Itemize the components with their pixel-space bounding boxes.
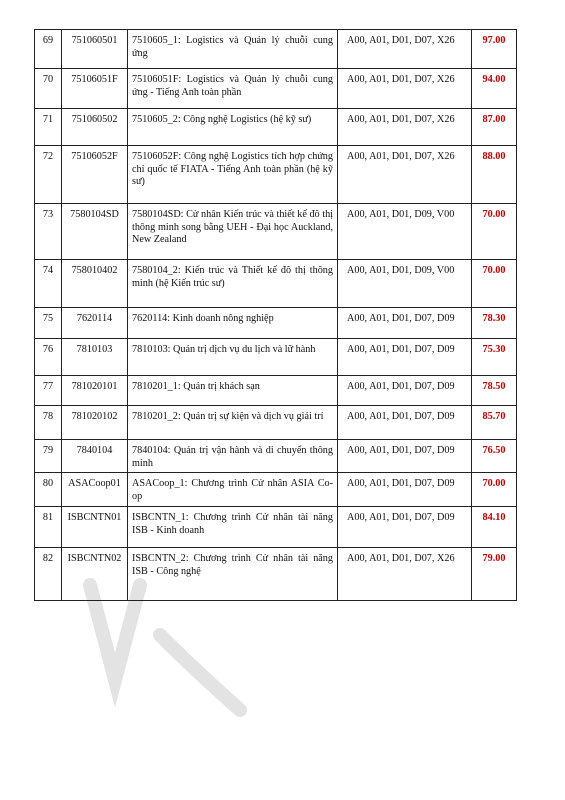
row-index: 80 — [35, 473, 62, 507]
cutoff-score: 76.50 — [472, 440, 517, 473]
table-row — [35, 109, 517, 146]
row-index: 74 — [35, 260, 62, 308]
program-code: 7580104SD — [62, 204, 128, 260]
program-name: 7580104SD: Cử nhân Kiến trúc và thiết kế đô thị thông minh song bằng UEH - Đại học Auckland, New Zealand — [128, 204, 338, 260]
table-row — [35, 146, 517, 204]
table-row — [35, 440, 517, 473]
row-index: 79 — [35, 440, 62, 473]
row-index: 82 — [35, 548, 62, 601]
program-name: 7840104: Quản trị vận hành và di chuyển thông minh — [128, 440, 338, 473]
program-name: 7580104_2: Kiến trúc và Thiết kế đô thị thông minh (hệ Kiến trúc sư) — [128, 260, 338, 308]
cutoff-score: 97.00 — [472, 30, 517, 69]
subject-combinations: A00, A01, D01, D07, D09 — [338, 507, 472, 548]
table-row — [35, 406, 517, 440]
table-body — [35, 30, 517, 601]
cutoff-score: 84.10 — [472, 507, 517, 548]
cutoff-score: 70.00 — [472, 204, 517, 260]
row-index: 77 — [35, 376, 62, 406]
program-code: 75106052F — [62, 146, 128, 204]
program-name: 7810201_1: Quản trị khách sạn — [128, 376, 338, 406]
subject-combinations: A00, A01, D01, D07, D09 — [338, 308, 472, 339]
program-code: 751060502 — [62, 109, 128, 146]
row-index: 69 — [35, 30, 62, 69]
program-code: 75106051F — [62, 69, 128, 109]
program-name: ISBCNTN_2: Chương trình Cử nhân tài năng ISB - Công nghệ — [128, 548, 338, 601]
subject-combinations: A00, A01, D01, D07, D09 — [338, 339, 472, 376]
row-index: 70 — [35, 69, 62, 109]
table-row — [35, 376, 517, 406]
admission-scores-table — [34, 29, 517, 601]
subject-combinations: A00, A01, D01, D07, X26 — [338, 548, 472, 601]
program-name: 7620114: Kinh doanh nông nghiệp — [128, 308, 338, 339]
program-code: 751060501 — [62, 30, 128, 69]
subject-combinations: A00, A01, D01, D09, V00 — [338, 260, 472, 308]
table-row — [35, 30, 517, 69]
cutoff-score: 88.00 — [472, 146, 517, 204]
program-code: ISBCNTN01 — [62, 507, 128, 548]
row-index: 76 — [35, 339, 62, 376]
cutoff-score: 87.00 — [472, 109, 517, 146]
program-name: ASACoop_1: Chương trình Cử nhân ASIA Co-op — [128, 473, 338, 507]
table-row — [35, 548, 517, 601]
program-name: 75106051F: Logistics và Quản lý chuỗi cung ứng - Tiếng Anh toàn phần — [128, 69, 338, 109]
cutoff-score: 85.70 — [472, 406, 517, 440]
program-code: 7620114 — [62, 308, 128, 339]
cutoff-score: 79.00 — [472, 548, 517, 601]
program-name: 7510605_1: Logistics và Quản lý chuỗi cung ứng — [128, 30, 338, 69]
program-code: 7840104 — [62, 440, 128, 473]
table-row — [35, 339, 517, 376]
cutoff-score: 94.00 — [472, 69, 517, 109]
cutoff-score: 70.00 — [472, 473, 517, 507]
subject-combinations: A00, A01, D01, D07, D09 — [338, 376, 472, 406]
row-index: 72 — [35, 146, 62, 204]
program-code: 7810103 — [62, 339, 128, 376]
program-code: ASACoop01 — [62, 473, 128, 507]
row-index: 81 — [35, 507, 62, 548]
program-code: 781020102 — [62, 406, 128, 440]
cutoff-score: 75.30 — [472, 339, 517, 376]
program-name: 7810103: Quản trị dịch vụ du lịch và lữ hành — [128, 339, 338, 376]
program-code: 781020101 — [62, 376, 128, 406]
row-index: 75 — [35, 308, 62, 339]
program-name: 75106052F: Công nghệ Logistics tích hợp chứng chỉ quốc tế FIATA - Tiếng Anh toàn phần (hệ kỹ sư) — [128, 146, 338, 204]
subject-combinations: A00, A01, D01, D07, D09 — [338, 440, 472, 473]
program-name: ISBCNTN_1: Chương trình Cử nhân tài năng ISB - Kinh doanh — [128, 507, 338, 548]
table-row — [35, 473, 517, 507]
subject-combinations: A00, A01, D01, D07, D09 — [338, 406, 472, 440]
cutoff-score: 78.50 — [472, 376, 517, 406]
row-index: 73 — [35, 204, 62, 260]
subject-combinations: A00, A01, D01, D07, X26 — [338, 69, 472, 109]
subject-combinations: A00, A01, D01, D07, D09 — [338, 473, 472, 507]
subject-combinations: A00, A01, D01, D07, X26 — [338, 30, 472, 69]
row-index: 78 — [35, 406, 62, 440]
table-row — [35, 507, 517, 548]
cutoff-score: 70.00 — [472, 260, 517, 308]
subject-combinations: A00, A01, D01, D09, V00 — [338, 204, 472, 260]
program-name: 7810201_2: Quản trị sự kiện và dịch vụ giải trí — [128, 406, 338, 440]
cutoff-score: 78.30 — [472, 308, 517, 339]
subject-combinations: A00, A01, D01, D07, X26 — [338, 109, 472, 146]
program-name: 7510605_2: Công nghệ Logistics (hệ kỹ sư) — [128, 109, 338, 146]
table-row — [35, 308, 517, 339]
table-row — [35, 204, 517, 260]
program-code: 758010402 — [62, 260, 128, 308]
subject-combinations: A00, A01, D01, D07, X26 — [338, 146, 472, 204]
program-code: ISBCNTN02 — [62, 548, 128, 601]
table-row — [35, 69, 517, 109]
row-index: 71 — [35, 109, 62, 146]
table-row — [35, 260, 517, 308]
